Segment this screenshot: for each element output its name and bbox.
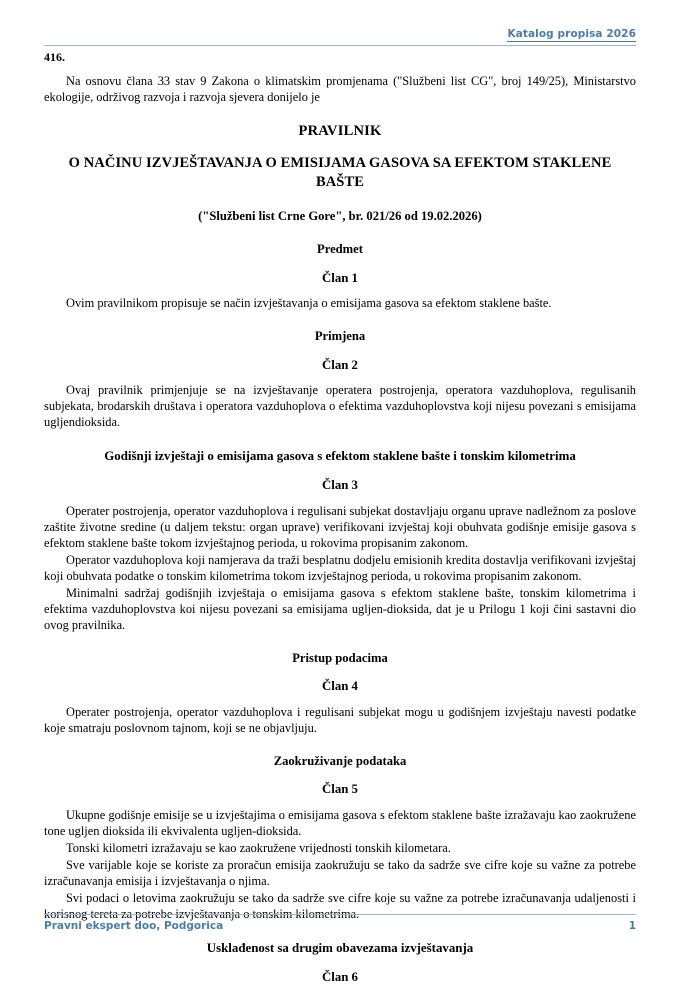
paragraph: Ukupne godišnje emisije se u izvještajima o emisijama gasova s efektom staklene bašte izražavaju kao zaokružene tone ugljen dioksida ili ekvivalenta ugljen-dioksida.	[44, 807, 636, 838]
section-heading-predmet: Predmet	[317, 242, 363, 257]
paragraph: Ovaj pravilnik primjenjuje se na izvještavanje operatera postrojenja, operatora vazduhoplova, regulisanih subjekata, brodarskih društava i operatora vazduhoplova o efektima vazduhoplovstva koji nijesu povezani s emisijama ugljendioksida.	[44, 383, 636, 430]
document-content	[44, 50, 636, 994]
article-heading-clan-2: Član 2	[322, 357, 358, 372]
article-heading-clan-5: Član 5	[322, 782, 358, 797]
paragraph: Ovim pravilnikom propisuje se način izvještavanja o emisijama gasova sa efektom staklene bašte.	[66, 296, 552, 311]
paragraph: Svi podaci o letovima zaokružuju se tako da sadrže sve cifre koje su važne za potrebe izračunavanja udaljenosti i korisnog tereta za potrebe izvještavanja o tonskim kilometrima.	[44, 890, 636, 921]
article-heading-clan-3: Član 3	[322, 478, 358, 493]
paragraph: Tonski kilometri izražavaju se kao zaokružene vrijednosti tonskih kilometara.	[66, 840, 451, 855]
paragraph: Operater postrojenja, operator vazduhoplova i regulisani subjekat dostavljaju organu uprave nadležnom za poslove zaštite životne sredine (u daljem tekstu: organ uprave) verifikovani izvještaj koji obuhvata godišnje emisije gasova s efektom staklene bašte tokom izvještajnog perioda, u rokovima propisanim zakonom.	[44, 503, 636, 550]
article-heading-clan-4: Član 4	[322, 679, 358, 694]
article-heading-clan-1: Član 1	[322, 270, 358, 285]
preamble-paragraph: Na osnovu člana 33 stav 9 Zakona o klimatskim promjenama ("Službeni list CG", broj 149/25), Ministarstvo ekologije, održivog razvoja i razvoja sjevera donijelo je	[44, 74, 636, 104]
paragraph: Operator vazduhoplova koji namjerava da traži besplatnu dodjelu emisionih kredita dostavlja verifikovani izvještaj koji obuhvata podatke o tonskim kilometrima tokom izvještajnog perioda, u rokovima propisanim zakonom.	[44, 552, 636, 583]
section-heading-zaokruzivanje-podataka: Zaokruživanje podataka	[273, 753, 407, 768]
document-title: PRAVILNIK	[298, 123, 382, 139]
page-footer	[44, 914, 636, 932]
paragraph: Sve varijable koje se koriste za proračun emisija zaokružuju se tako da sadrže sve cifre koje su važne za potrebe izračunavanja emisija i izvještavanja o njima.	[44, 857, 636, 888]
section-heading-uskladenost: Usklađenost sa drugim obavezama izvještavanja	[206, 940, 474, 955]
section-heading-godisnji-izvjestaji: Godišnji izvještaji o emisijama gasova s efektom staklene bašte i tonskim kilometrima	[104, 449, 576, 464]
running-header-title: Katalog propisa 2026	[507, 28, 636, 40]
footer-publisher: Pravni ekspert doo, Podgorica	[44, 920, 224, 932]
footer-page-number: 1	[628, 920, 636, 932]
article-heading-clan-6: Član 6	[322, 969, 358, 984]
act-number: 416.	[44, 50, 65, 64]
document-subtitle: O NAČINU IZVJEŠTAVANJA O EMISIJAMA GASOVA SA EFEKTOM STAKLENE BAŠTE	[68, 154, 612, 190]
page-header	[44, 24, 636, 46]
section-heading-pristup-podacima: Pristup podacima	[292, 650, 388, 665]
section-heading-primjena: Primjena	[314, 329, 366, 344]
paragraph: Operater postrojenja, operator vazduhoplova i regulisani subjekat mogu u godišnjem izvještaju navesti podatke koje smatraju poslovnom tajnom, koji se ne objavljuju.	[44, 704, 636, 735]
paragraph: Minimalni sadržaj godišnjih izvještaja o emisijama gasova s efektom staklene bašte, tonskim kilometrima i efektima vazduhoplovstva koi nijesu povezani sa emisijama ugljen-dioksida, dat je u Prilogu 1 koji čini sastavni dio ovog pravilnika.	[44, 585, 636, 632]
gazette-reference: ("Službeni list Crne Gore", br. 021/26 od 19.02.2026)	[198, 209, 482, 224]
